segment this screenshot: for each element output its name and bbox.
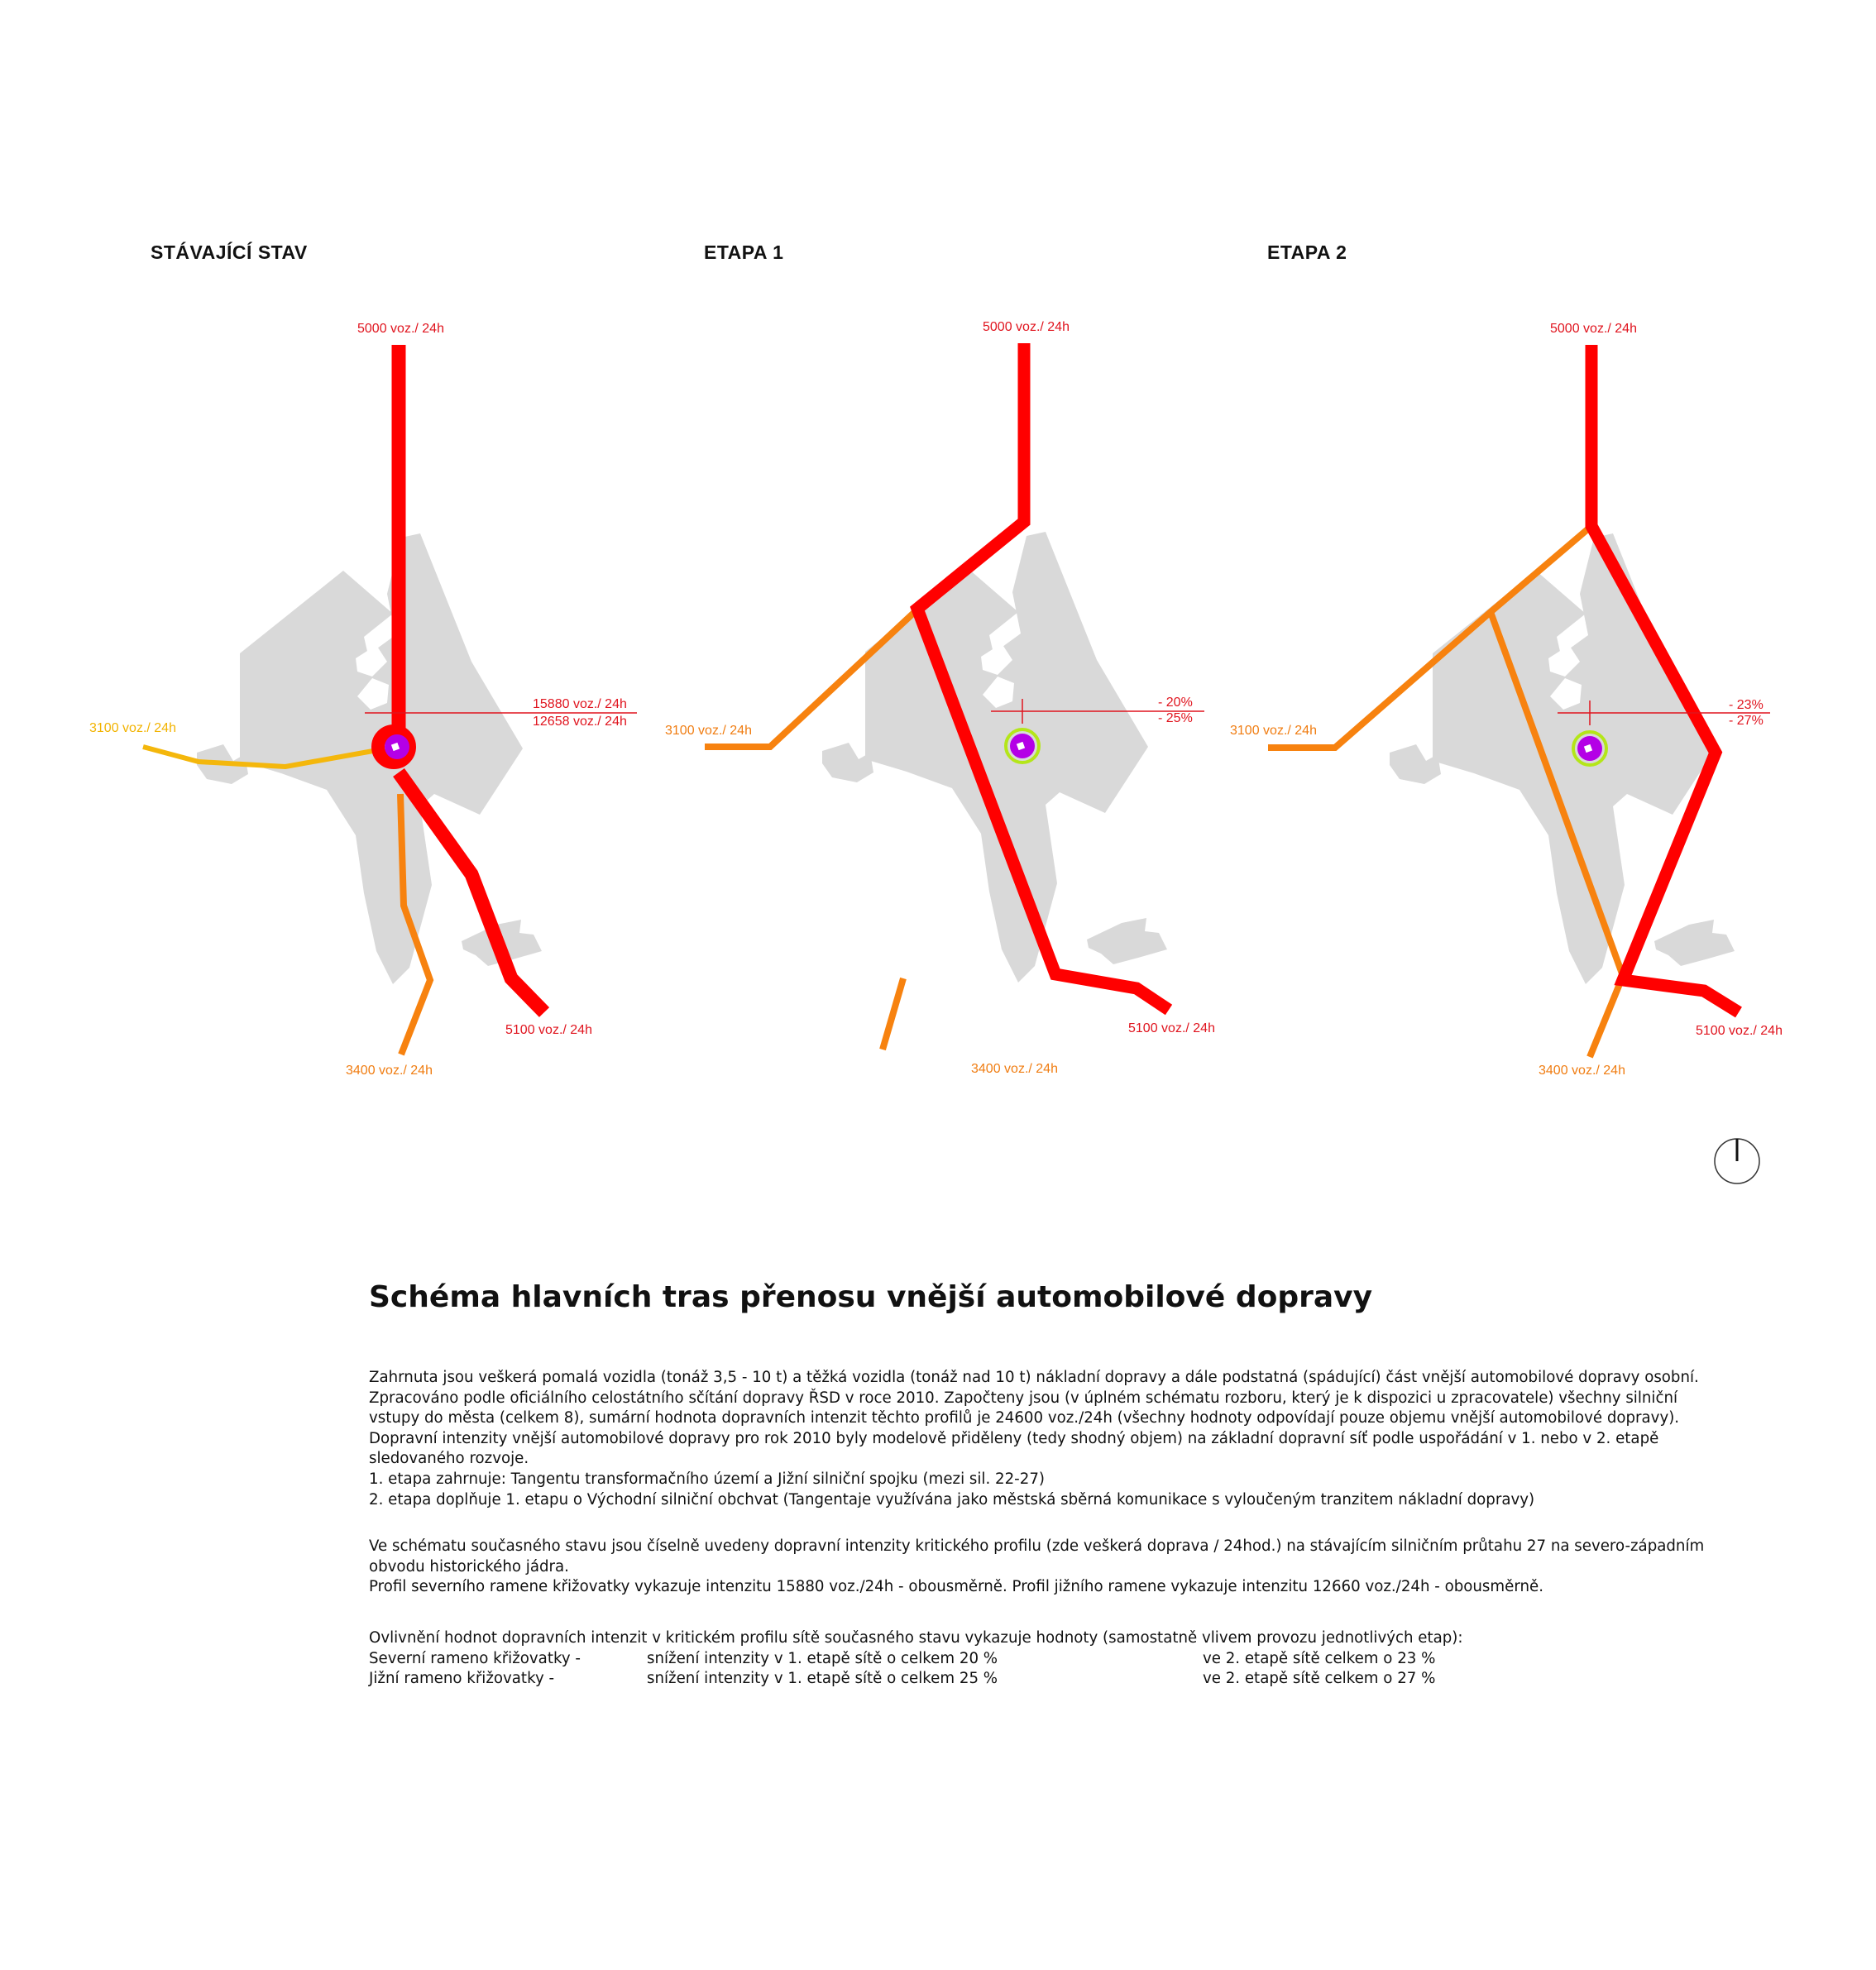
text-line: sledovaného rozvoje. — [369, 1450, 529, 1468]
main-title: Schéma hlavních tras přenosu vnější automobilové dopravy — [369, 1280, 1373, 1314]
text-line: vstupy do města (celkem 8), sumární hodnota dopravních intenzit těchto profilů je 24600 voz./24h (všechny hodnoty odpovídají pouze objemu vnější automobilové dopravy). — [369, 1409, 1680, 1427]
label-south-red: 5100 voz./ 24h — [1696, 1024, 1783, 1038]
label-north: 5000 voz./ 24h — [357, 322, 444, 336]
label-profile-north: - 23% — [1729, 698, 1764, 712]
panel-current — [89, 322, 637, 1078]
label-south-red: 5100 voz./ 24h — [1128, 1021, 1215, 1035]
text-line: Dopravní intenzity vnější automobilové dopravy pro rok 2010 byly modelově přiděleny (tedy shodný objem) na základní dopravní síť podle uspořádání v 1. nebo v 2. etapě — [369, 1429, 1659, 1447]
stats-row-etapa1: snížení intenzity v 1. etapě sítě o celkem 25 % — [647, 1670, 998, 1688]
stats-row-etapa2: ve 2. etapě sítě celkem o 23 % — [1203, 1649, 1436, 1667]
label-south-orange: 3400 voz./ 24h — [1539, 1064, 1625, 1078]
text-line: obvodu historického jádra. — [369, 1557, 569, 1576]
text-line: 2. etapa doplňuje 1. etapu o Východní silniční obchvat (Tangentaje využívána jako městská sběrná komunikace s vyloučeným tranzitem nákladní dopravy) — [369, 1490, 1535, 1509]
description-paragraph-2 — [369, 1537, 1704, 1598]
label-profile-north: - 20% — [1158, 696, 1193, 710]
description-paragraph-1 — [369, 1368, 1699, 1510]
panel-title-etapa1: ETAPA 1 — [704, 241, 784, 263]
label-north: 5000 voz./ 24h — [1550, 322, 1637, 336]
panel-etapa2 — [1230, 322, 1783, 1078]
text-line: Profil severního ramene křižovatky vykazuje intenzitu 15880 voz./24h - obousměrně. Profil jižního ramene vykazuje intenzitu 12660 voz./24h - obousměrně. — [369, 1578, 1543, 1596]
panel-title-current: STÁVAJÍCÍ STAV — [151, 241, 308, 263]
label-north: 5000 voz./ 24h — [983, 320, 1070, 334]
stats-row-etapa1: snížení intenzity v 1. etapě sítě o celkem 20 % — [647, 1649, 998, 1667]
label-west: 3100 voz./ 24h — [1230, 724, 1317, 738]
town-area — [822, 532, 1167, 983]
panel-etapa1 — [665, 320, 1215, 1076]
label-south-red: 5100 voz./ 24h — [505, 1023, 592, 1037]
label-profile-south: 12658 voz./ 24h — [533, 715, 627, 729]
stats-intro: Ovlivnění hodnot dopravních intenzit v kritickém profilu sítě současného stavu vykazuje hodnoty (samostatně vlivem provozu jednotlivých etap): — [369, 1629, 1463, 1647]
label-profile-south: - 25% — [1158, 711, 1193, 725]
label-south-orange: 3400 voz./ 24h — [346, 1064, 433, 1078]
stats-row-name: Severní rameno křižovatky - — [369, 1649, 581, 1667]
stats-row-etapa2: ve 2. etapě sítě celkem o 27 % — [1203, 1670, 1436, 1688]
route-south-orange — [883, 978, 903, 1050]
text-line: Zahrnuta jsou veškerá pomalá vozidla (tonáž 3,5 - 10 t) a těžká vozidla (tonáž nad 10 t) nákladní dopravy a dále podstatná (spádující) část vnější automobilové dopravy osobní. — [369, 1369, 1699, 1386]
label-west: 3100 voz./ 24h — [665, 724, 752, 738]
label-profile-south: - 27% — [1729, 714, 1764, 728]
text-line: Zpracováno podle oficiálního celostátního sčítání dopravy ŘSD v roce 2010. Započteny jsou (v úplném schématu rozboru, který je k dispozici u zpracovatele) všechny silniční — [369, 1389, 1678, 1407]
label-south-orange: 3400 voz./ 24h — [971, 1062, 1058, 1076]
town-area — [1390, 533, 1735, 984]
label-west: 3100 voz./ 24h — [89, 721, 176, 735]
north-arrow-icon — [1715, 1139, 1759, 1183]
stats-row-name: Jižní rameno křižovatky - — [369, 1670, 555, 1688]
text-line: 1. etapa zahrnuje: Tangentu transformačního území a Jižní silniční spojku (mezi sil. 22-27) — [369, 1470, 1045, 1488]
text-line: Ve schématu současného stavu jsou číselně uvedeny dopravní intenzity kritického profilu (zde veškerá doprava / 24hod.) na stávajícím silničním průtahu 27 na severo-západním — [369, 1537, 1705, 1555]
panel-title-etapa2: ETAPA 2 — [1267, 241, 1347, 263]
label-profile-north: 15880 voz./ 24h — [533, 697, 627, 711]
